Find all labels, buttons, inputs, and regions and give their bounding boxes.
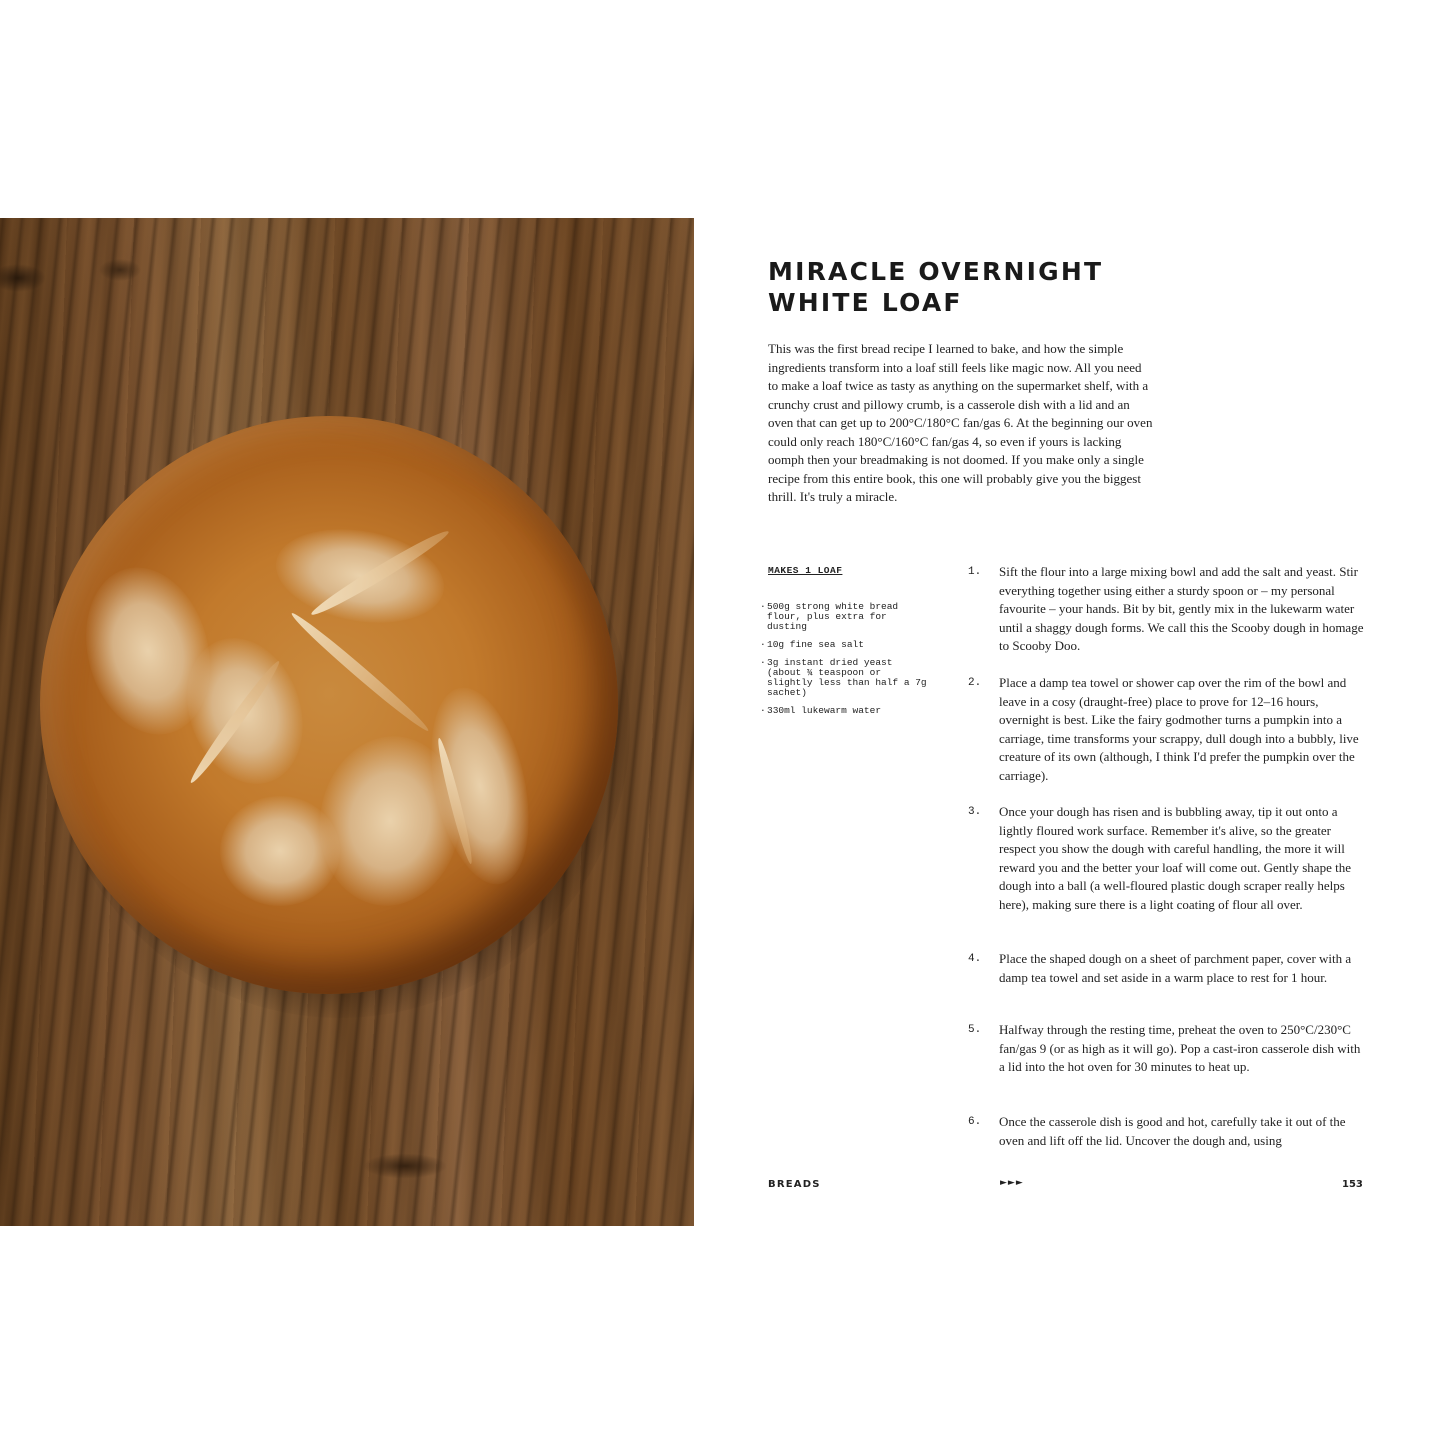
step-text: Once the casserole dish is good and hot, carefully take it out of the oven and lift off the lid. Uncover the dough and, using (999, 1114, 1346, 1148)
continue-arrows-icon: ►►► (1000, 1178, 1024, 1188)
book-spread (0, 218, 1445, 1226)
step-number: 6. (968, 1116, 982, 1128)
step-text: Once your dough has risen and is bubbling away, tip it out onto a lightly floured work surface. Remember it's alive, so the greater respect you show the dough with careful handling, the more it will reward you and the better your loaf will come out. Gently shape the dough into a ball (a well-floured plastic dough scraper really helps here), making sure there is a light coating of flour all over. (999, 804, 1351, 912)
step-number: 4. (968, 953, 982, 965)
step-text: Place a damp tea towel or shower cap over the rim of the bowl and leave in a cosy (draught-free) place to prove for 12–16 hours, overnight is best. Like the fairy godmother turns a pumpkin into a carriage, time transforms your scrappy, dull dough into a bubbly, live creature of its own (although, I think I'd prefer the pumpkin over the carriage). (999, 675, 1359, 783)
recipe-intro: This was the first bread recipe I learned to bake, and how the simple ingredients transform into a loaf still feels like magic now. All you need to make a loaf twice as tasty as anything on the supermarket shelf, with a crunchy crust and pillowy crumb, is a casserole dish with a lid and an oven that can get up to 200°C/180°C fan/gas 6. At the beginning our oven could only reach 180°C/160°C fan/gas 4, so even if yours is lacking oomph then your breadmaking is not doomed. If you make only a single recipe from this entire book, this one will probably give you the biggest thrill. It's truly a miracle. (768, 341, 1153, 504)
page-number: 153 (1342, 1179, 1363, 1190)
ingredient-item: · 500g strong white bread flour, plus extra for dusting (760, 602, 930, 632)
ingredient-item: · 3g instant dried yeast (about ¾ teaspoon or slightly less than half a 7g sachet) (760, 658, 930, 698)
step-text: Sift the flour into a large mixing bowl and add the salt and yeast. Stir everything together using either a sturdy spoon or – my personal favourite – your hands. Bit by bit, gently mix in the lukewarm water until a shaggy dough forms. We call this the Scooby dough in homage to Scooby Doo. (999, 564, 1364, 653)
yield-heading: MAKES 1 LOAF (768, 565, 843, 576)
ingredient-item: · 330ml lukewarm water (760, 706, 930, 716)
ingredients-list (760, 602, 930, 724)
title-line-2: WHITE LOAF (768, 288, 963, 317)
step-number: 2. (968, 677, 982, 689)
step-number: 5. (968, 1024, 982, 1036)
flour-patch (220, 796, 340, 906)
step-text: Place the shaped dough on a sheet of parchment paper, cover with a damp tea towel and set aside in a warm place to rest for 1 hour. (999, 951, 1352, 985)
bread-photo (0, 218, 694, 1226)
step-number: 1. (968, 566, 982, 578)
recipe-title (768, 256, 1103, 318)
crust-score (287, 610, 433, 735)
footer-section-label: BREADS (768, 1179, 821, 1190)
step-text: Halfway through the resting time, preheat the oven to 250°C/230°C fan/gas 9 (or as high as it will go). Pop a cast-iron casserole dish with a lid into the hot oven for 30 minutes to heat up. (999, 1022, 1361, 1074)
bread-loaf (40, 416, 618, 994)
step-number: 3. (968, 806, 982, 818)
title-line-1: MIRACLE OVERNIGHT (768, 257, 1104, 286)
ingredient-item: · 10g fine sea salt (760, 640, 930, 650)
